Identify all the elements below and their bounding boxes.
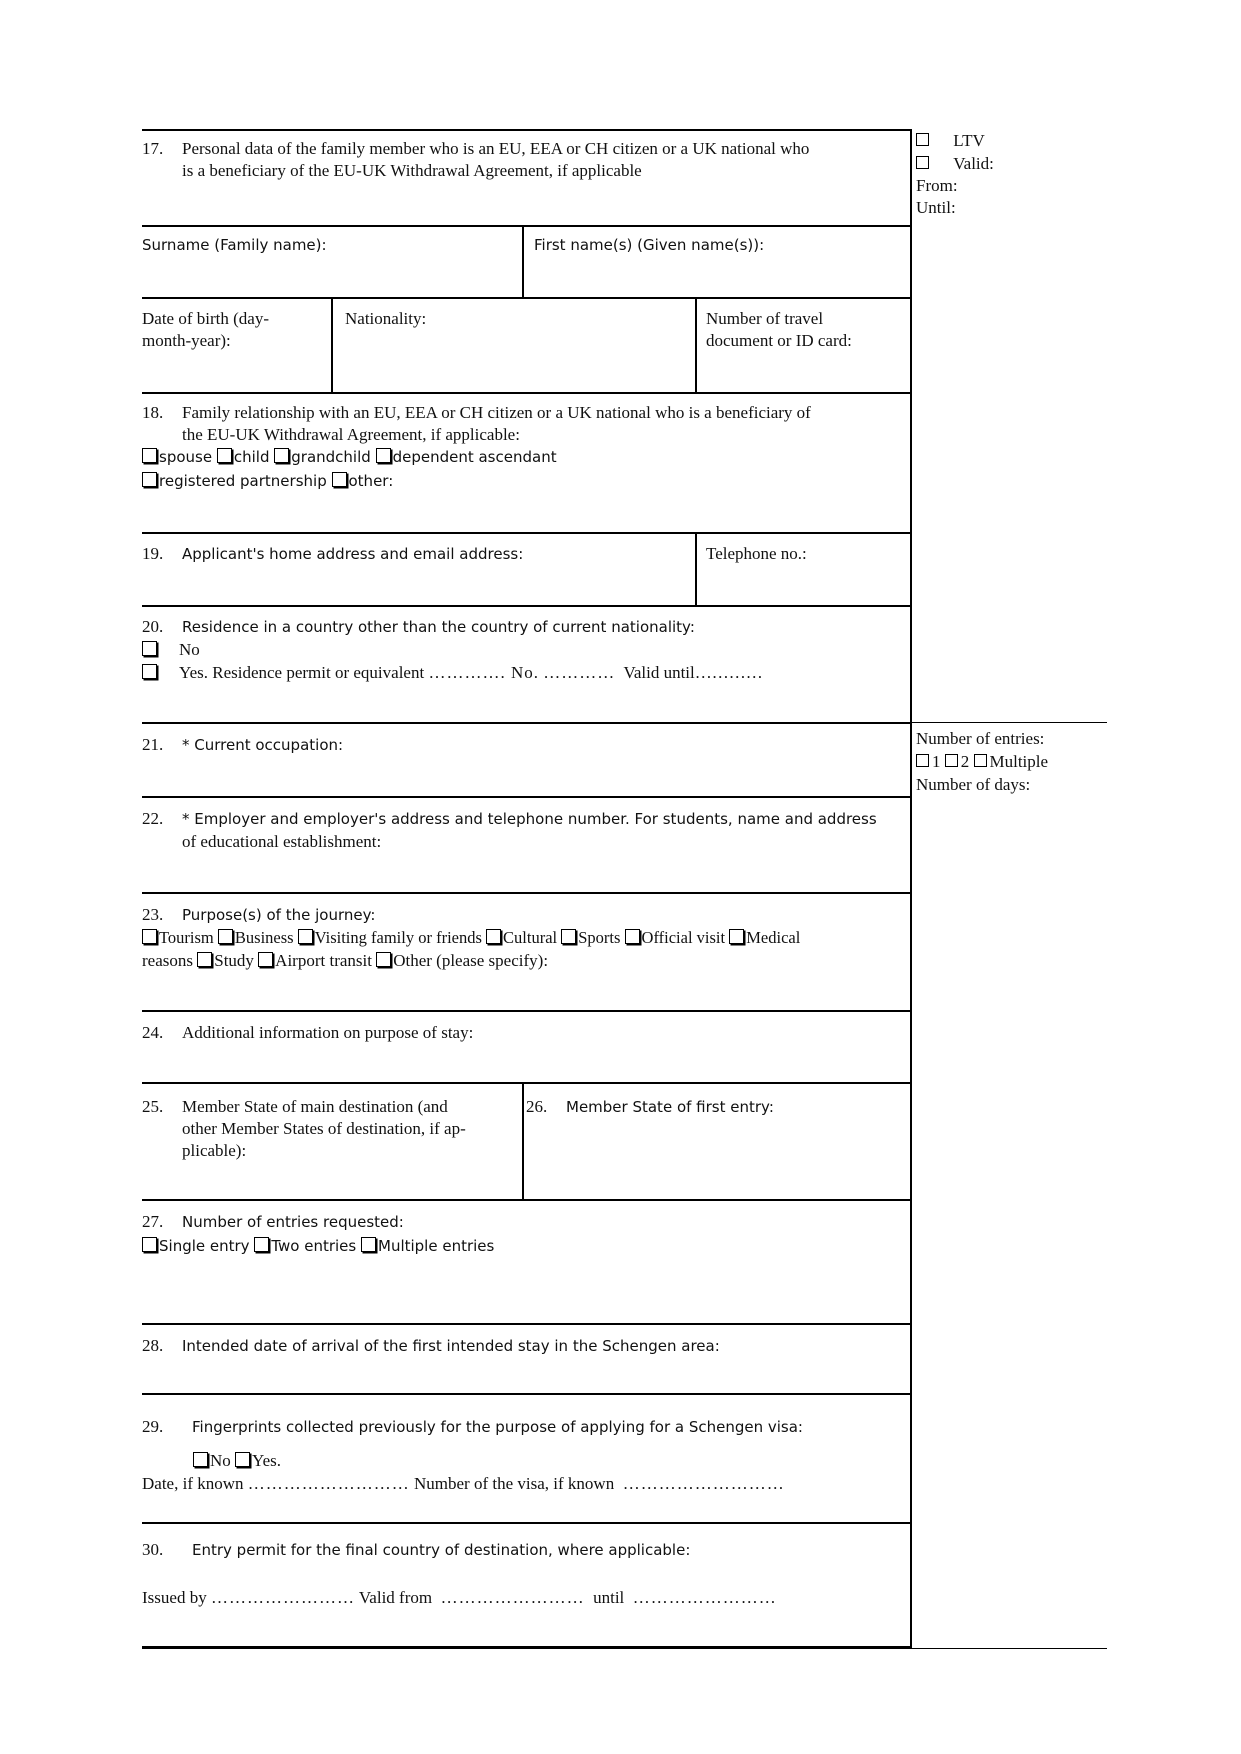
field-25-label: 25. Member State of main destination (and [142, 1097, 448, 1116]
telephone-label: Telephone no.: [706, 544, 807, 563]
divider [331, 297, 333, 392]
divider [142, 225, 912, 227]
checkbox-icon[interactable] [274, 448, 289, 463]
fingerprints-details: Date, if known ……………………… Number of the visa, if known ……………………… [142, 1474, 785, 1493]
field-18-label: 18. Family relationship with an EU, EEA or CH citizen or a UK national who is a beneficiary of [142, 403, 811, 422]
divider [142, 392, 912, 394]
field-22-label: 22. * Employer and employer's address and telephone number. For students, name and address [142, 809, 877, 828]
until-label: Until: [916, 198, 956, 217]
from-label: From: [916, 176, 958, 195]
checkbox-icon[interactable] [625, 929, 640, 944]
checkbox-icon[interactable] [298, 929, 313, 944]
divider [142, 297, 912, 299]
travel-doc-label: Number of travel [706, 309, 824, 328]
relationship-options: spouse child grandchild dependent ascendant [142, 446, 557, 468]
field-29-label: 29. Fingerprints collected previously for the purpose of applying for a Schengen visa: [142, 1417, 803, 1436]
checkbox-icon[interactable] [974, 754, 987, 767]
fingerprints-options: No Yes. [193, 1450, 281, 1472]
field-30-label: 30. Entry permit for the final country of destination, where applicable: [142, 1540, 691, 1559]
checkbox-icon[interactable] [193, 1452, 208, 1467]
checkbox-icon[interactable] [916, 754, 929, 767]
divider [522, 225, 524, 297]
checkbox-icon[interactable] [332, 472, 347, 487]
field-20-label: 20. Residence in a country other than the country of current nationality: [142, 617, 695, 636]
divider [142, 1393, 912, 1395]
field-22-label-cont: of educational establishment: [182, 832, 382, 851]
surname-label: Surname (Family name): [142, 236, 327, 254]
checkbox-icon[interactable] [486, 929, 501, 944]
checkbox-icon[interactable] [376, 952, 391, 967]
checkbox-icon[interactable] [254, 1237, 269, 1252]
entries-label: Number of entries: [916, 729, 1045, 748]
valid-option[interactable]: Valid: [916, 153, 994, 175]
field-24-label: 24. Additional information on purpose of stay: [142, 1023, 474, 1042]
firstname-label: First name(s) (Given name(s)): [534, 236, 765, 254]
checkbox-icon[interactable] [218, 929, 233, 944]
checkbox-icon[interactable] [142, 1237, 157, 1252]
field-25-label-cont: other Member States of destination, if ap- [182, 1119, 466, 1138]
checkbox-icon[interactable] [142, 472, 157, 487]
divider [695, 297, 697, 392]
checkbox-icon[interactable] [945, 754, 958, 767]
divider [142, 605, 912, 607]
field-23-label: 23. Purpose(s) of the journey: [142, 905, 376, 924]
entry-permit-details: Issued by …………………… Valid from …………………… until …………………… [142, 1588, 777, 1607]
travel-doc-label-cont: document or ID card: [706, 331, 852, 350]
divider [695, 532, 697, 605]
divider [142, 532, 912, 534]
checkbox-icon[interactable] [561, 929, 576, 944]
divider [142, 722, 912, 724]
entries-options: 1 2 Multiple [916, 751, 1048, 773]
divider [142, 1199, 912, 1201]
checkbox-icon[interactable] [258, 952, 273, 967]
field-17-label: 17. Personal data of the family member who is an EU, EEA or CH citizen or a UK national who [142, 139, 810, 158]
field-28-label: 28. Intended date of arrival of the first intended stay in the Schengen area: [142, 1336, 720, 1355]
checkbox-icon[interactable] [361, 1237, 376, 1252]
days-label: Number of days: [916, 775, 1031, 794]
checkbox-icon[interactable] [217, 448, 232, 463]
nationality-label: Nationality: [345, 309, 427, 328]
checkbox-icon[interactable] [916, 133, 929, 146]
field-21-label: 21. * Current occupation: [142, 735, 344, 754]
dob-label-cont: month-year): [142, 331, 231, 350]
checkbox-icon[interactable] [142, 664, 157, 679]
divider [142, 796, 912, 798]
divider [142, 1522, 912, 1524]
residence-no-option[interactable]: No [142, 639, 200, 661]
checkbox-icon[interactable] [376, 448, 391, 463]
field-17-label-cont: is a beneficiary of the EU-UK Withdrawal Agreement, if applicable [182, 161, 642, 180]
purpose-options: Tourism Business Visiting family or friends Cultural Sports Official visit Medical [142, 927, 800, 949]
dob-label: Date of birth (day- [142, 309, 269, 328]
divider [142, 1010, 912, 1012]
field-26-label: 26. Member State of first entry: [526, 1097, 774, 1116]
divider [142, 1082, 912, 1084]
field-25-label-cont2: plicable): [182, 1141, 247, 1160]
divider [522, 1082, 524, 1199]
divider [142, 1323, 912, 1325]
field-19-label: 19. Applicant's home address and email address: [142, 544, 524, 563]
checkbox-icon[interactable] [235, 1452, 250, 1467]
purpose-options-2: reasons Study Airport transit Other (please specify): [142, 951, 549, 970]
checkbox-icon[interactable] [916, 156, 929, 169]
field-27-label: 27. Number of entries requested: [142, 1212, 404, 1231]
checkbox-icon[interactable] [729, 929, 744, 944]
checkbox-icon[interactable] [142, 448, 157, 463]
side-divider [912, 1648, 1107, 1649]
ltv-option[interactable]: LTV [916, 130, 985, 152]
divider [142, 892, 912, 894]
checkbox-icon[interactable] [142, 929, 157, 944]
entries-requested-options: Single entry Two entries Multiple entries [142, 1235, 494, 1257]
relationship-options-2: registered partnership other: [142, 470, 393, 492]
field-18-label-cont: the EU-UK Withdrawal Agreement, if applicable: [182, 425, 520, 444]
checkbox-icon[interactable] [142, 641, 157, 656]
side-divider [912, 722, 1107, 723]
residence-yes-option[interactable]: Yes. Residence permit or equivalent …………. No. ………… Valid until………… [142, 662, 763, 684]
checkbox-icon[interactable] [197, 952, 212, 967]
